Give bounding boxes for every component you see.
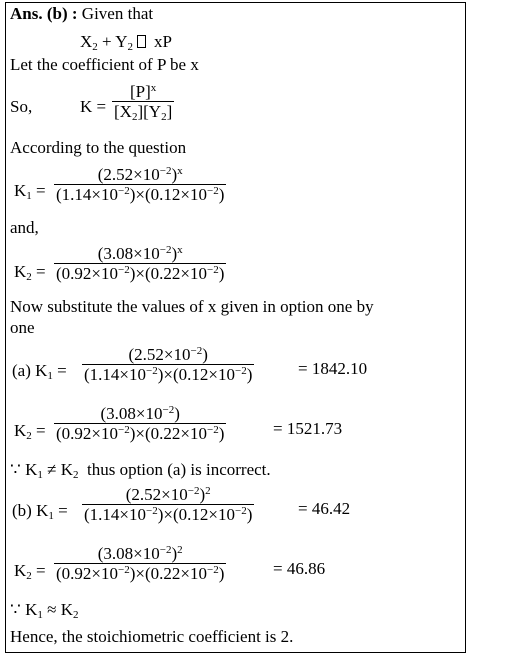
option-b-k1-result: = 46.42 xyxy=(298,499,351,518)
substitute-line-1: Now substitute the values of x given in option one by xyxy=(10,297,374,316)
so-label: So, xyxy=(10,97,33,116)
option-a-k1-result: = 1842.10 xyxy=(298,359,368,378)
answer-label: Ans. (b) : xyxy=(10,4,78,23)
answer-header xyxy=(10,5,153,22)
k2-general-fraction: $(3.08\times 10^{-2})^x$ $(0.92\times 10^{-2})\times(0.22\times 10^{-2})$ xyxy=(56,244,225,283)
k-expression-lhs: K = xyxy=(80,97,107,116)
k-expression-fraction: $[P]^x$ $[X_2][Y_2]$ xyxy=(114,82,173,123)
option-a-k2-lhs: $K_2$ = xyxy=(14,421,46,442)
option-b-conclusion: ∵ $K_1 \approx K_2$ xyxy=(10,600,79,621)
option-b-k1-lhs: (b) $K_1$ = xyxy=(12,501,68,522)
option-a-conclusion: ∵ $K_1 \ne K_2$ thus option (a) is incorrect. xyxy=(10,460,271,481)
reaction-equation: $X_2 + Y_2$ xP xyxy=(80,32,172,53)
option-b-k1-fraction: $(2.52\times 10^{-2})^2$ $(1.14\times 10^{-2})\times(0.12\times 10^{-2})$ xyxy=(84,485,253,524)
and-label: and, xyxy=(10,218,39,237)
option-a-k1-lhs: (a) $K_1$ = xyxy=(12,361,67,382)
option-a-k2-fraction: $(3.08\times 10^{-2})$ $(0.92\times 10^{-2})\times(0.22\times 10^{-2})$ xyxy=(56,404,225,443)
option-b-k2-result: = 46.86 xyxy=(273,559,326,578)
option-b-k2-fraction: $(3.08\times 10^{-2})^2$ $(0.92\times 10^{-2})\times(0.22\times 10^{-2})$ xyxy=(56,544,225,583)
coefficient-line: Let the coefficient of P be x xyxy=(10,55,199,74)
option-a-k2-result: = 1521.73 xyxy=(273,419,343,438)
final-conclusion: Hence, the stoichiometric coefficient is 2. xyxy=(10,627,294,646)
question-line: According to the question xyxy=(10,138,187,157)
option-a-k1-fraction: $(2.52\times 10^{-2})$ $(1.14\times 10^{-2})\times(0.12\times 10^{-2})$ xyxy=(84,345,253,384)
substitute-line-2: one xyxy=(10,318,35,337)
k1-general-lhs: $K_1$ = xyxy=(14,181,46,202)
k2-general-lhs: $K_2$ = xyxy=(14,262,46,283)
k1-general-fraction: $(2.52\times 10^{-2})^x$ $(1.14\times 10^{-2})\times(0.12\times 10^{-2})$ xyxy=(56,165,225,204)
missing-symbol-box xyxy=(137,35,146,48)
option-b-k2-lhs: $K_2$ = xyxy=(14,561,46,582)
given-text: Given that xyxy=(81,4,154,23)
